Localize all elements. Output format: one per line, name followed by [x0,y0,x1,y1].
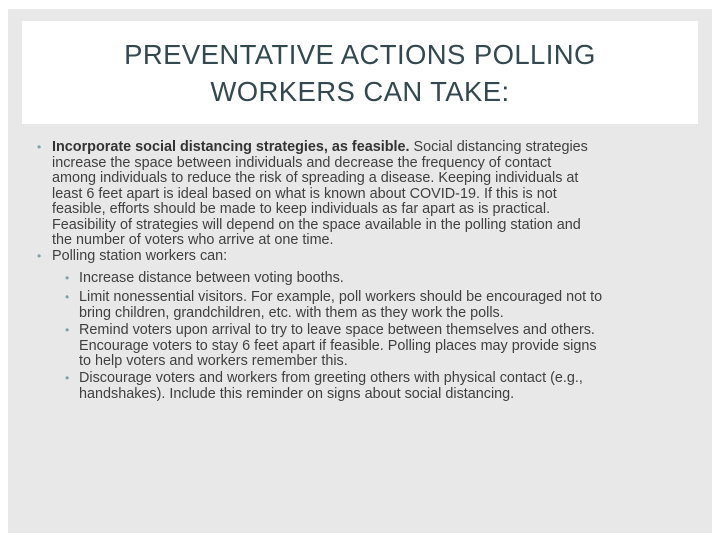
bullet-lead-text: Incorporate social distancing strategies, as feasible. [52,139,410,155]
sub-bullet-line: Discourage voters and workers from greeting others with physical contact (e.g., [79,370,583,386]
bullet-text: Polling station workers can: [52,248,228,264]
sub-bullet-line: Encourage voters to stay 6 feet apart if feasible. Polling places may provide signs [79,337,597,354]
bullet-icon: • [37,249,42,263]
bullet-social-distancing [37,139,702,249]
bullet-icon: • [65,323,70,337]
sub-bullet-discourage-contact [65,370,704,402]
sub-bullet-remind-voters [65,322,704,370]
sub-bullet-line: Remind voters upon arrival to try to leave space between themselves and others. [79,322,595,338]
bullet-line: feasible, efforts should be made to keep individuals as far apart as is practical. [52,201,551,217]
sub-bullet-voting-booths [65,270,704,287]
slide-title-line-2: WORKERS CAN TAKE: [210,75,510,107]
bullet-icon: • [37,140,42,154]
bullet-line: the number of voters who arrive at one time. [52,232,334,248]
bullet-line: Feasibility of strategies will depend on the space available in the polling station and [52,216,581,233]
sub-bullet-line: Limit nonessential visitors. For example, poll workers should be encouraged not to [79,289,603,305]
bullet-line [52,140,702,156]
sub-bullet-line: Increase distance between voting booths. [79,270,344,286]
bullet-icon: • [65,371,70,385]
bullet-text: Social distancing strategies [409,139,588,155]
sub-bullet-line: to help voters and workers remember this. [79,353,348,369]
bullet-polling-workers [37,248,702,265]
sub-bullet-nonessential-visitors [65,289,704,321]
sub-bullet-line: handshakes). Include this reminder on signs about social distancing. [79,385,515,402]
slide-title-line-1: PREVENTATIVE ACTIONS POLLING [124,38,596,70]
bullet-line: among individuals to reduce the risk of spreading a disease. Keeping individuals at [52,170,579,186]
bullet-line: increase the space between individuals and decrease the frequency of contact [52,154,552,171]
bullet-icon: • [65,271,70,285]
sub-bullet-line: bring children, grandchildren, etc. with them as they work the polls. [79,304,504,321]
bullet-line: least 6 feet apart is ideal based on what is known about COVID-19. If this is not [52,185,557,202]
slide [8,9,712,533]
content-area [8,9,712,533]
bullet-icon: • [65,290,70,304]
